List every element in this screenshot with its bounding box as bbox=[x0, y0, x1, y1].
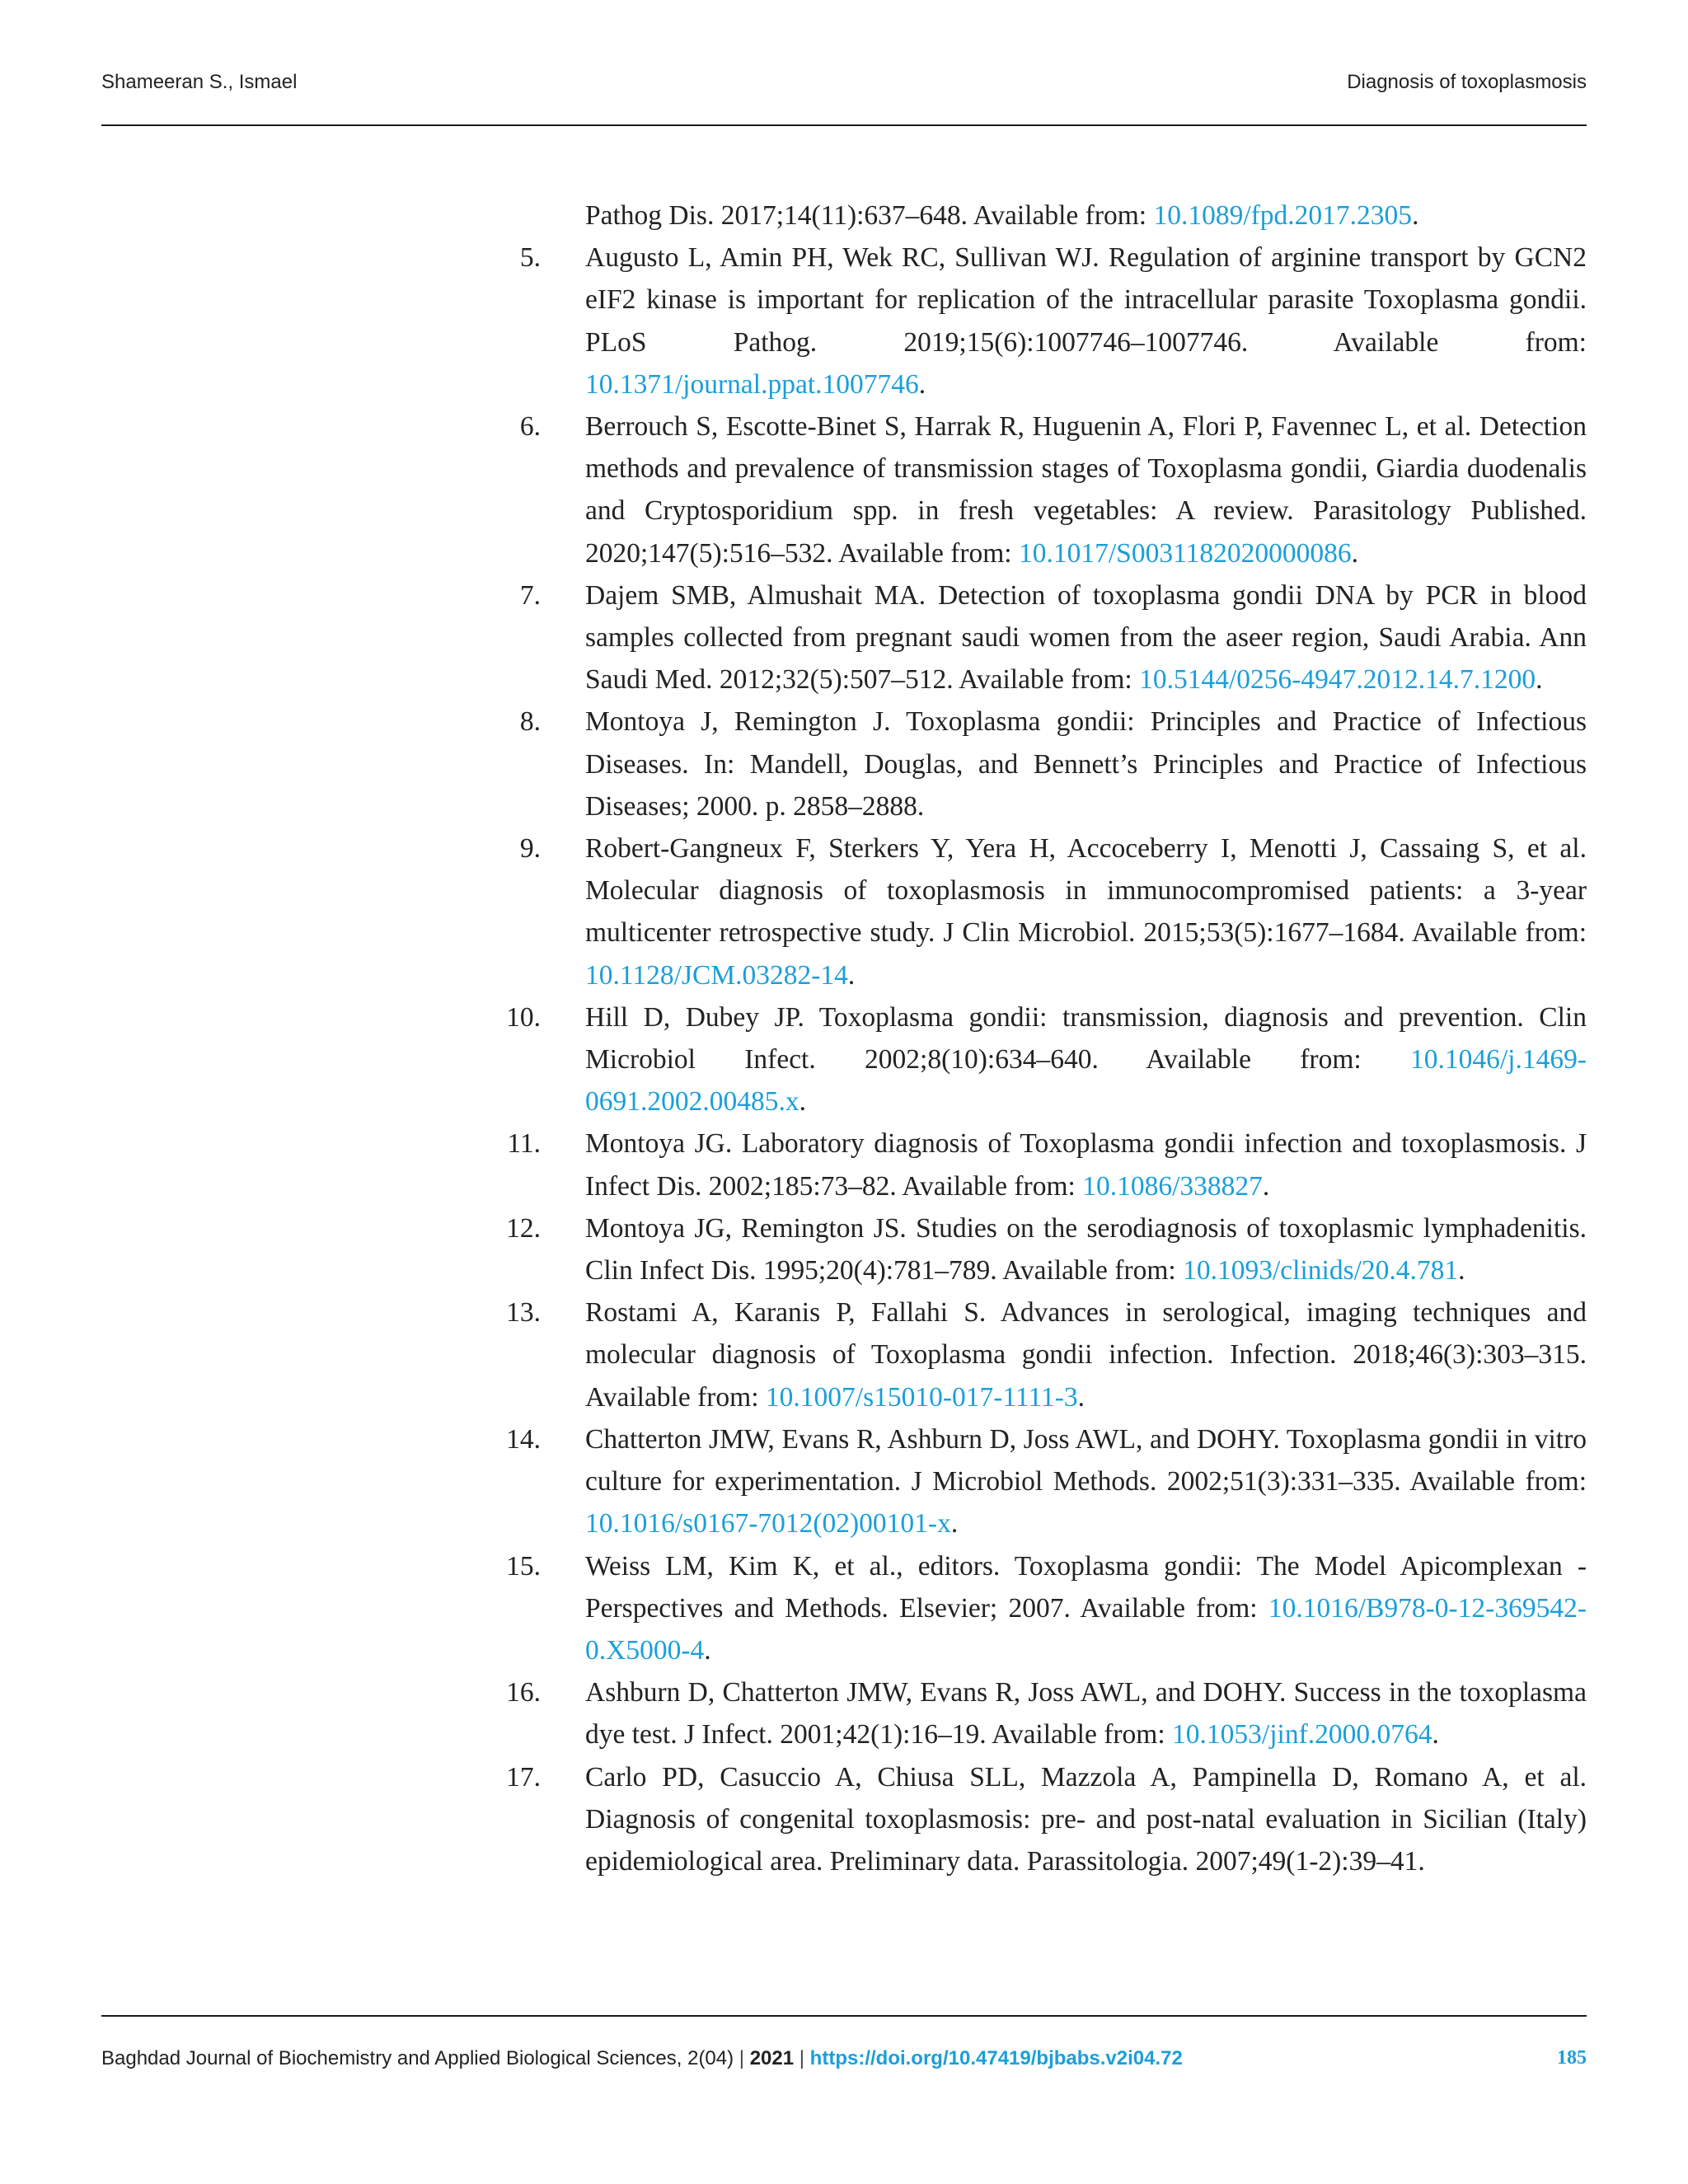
reference-doi-link[interactable]: 10.1089/fpd.2017.2305 bbox=[1153, 200, 1413, 231]
reference-number: 8. bbox=[519, 706, 541, 738]
reference-text: Weiss LM, Kim K, et al., editors. Toxoplasma gondii: The Model Apicomplexan - Perspectives and Methods. Elsevier; 2007. Available from: bbox=[585, 1550, 1587, 1624]
reference-item bbox=[495, 194, 1587, 237]
reference-number: 14. bbox=[506, 1423, 541, 1455]
reference-tail: . bbox=[1458, 1255, 1465, 1286]
reference-item bbox=[495, 701, 1587, 827]
reference-text: Hill D, Dubey JP. Toxoplasma gondii: transmission, diagnosis and prevention. Clin Microbiol Infect. 2002;8(10):634–640. Available from: bbox=[585, 1001, 1587, 1076]
reference-doi-link[interactable]: 10.1016/B978-0-12-369542-0.X5000-4 bbox=[585, 1592, 1587, 1666]
reference-tail: . bbox=[950, 1508, 959, 1540]
reference-doi-link[interactable]: 10.1371/journal.ppat.1007746 bbox=[585, 368, 919, 400]
reference-tail: . bbox=[1351, 537, 1358, 569]
reference-tail: . bbox=[1412, 200, 1419, 231]
reference-item bbox=[495, 574, 1587, 701]
reference-text: Carlo PD, Casuccio A, Chiusa SLL, Mazzola A, Pampinella D, Romano A, et al. Diagnosis of congenital toxoplasmosis: pre- and post-natal evaluation in Sicilian (Italy) epidemiological area. Preliminary data. Parassitologia. 2007;49(1-2):39–41. bbox=[585, 1761, 1587, 1877]
reference-doi-link[interactable]: 10.1007/s15010-017-1111-3 bbox=[765, 1381, 1078, 1413]
reference-doi-link[interactable]: 10.1128/JCM.03282-14 bbox=[585, 959, 848, 991]
reference-doi-link[interactable]: 10.1017/S0031182020000086 bbox=[1019, 537, 1352, 569]
reference-tail: . bbox=[1077, 1381, 1085, 1413]
reference-item bbox=[495, 996, 1587, 1123]
footer-separator: | bbox=[738, 2047, 745, 2069]
footer-rule bbox=[101, 2015, 1587, 2017]
reference-number: 6. bbox=[519, 411, 541, 443]
reference-item bbox=[495, 1122, 1587, 1207]
reference-number: 15. bbox=[506, 1550, 541, 1582]
reference-doi-link[interactable]: 10.1093/clinids/20.4.781 bbox=[1183, 1255, 1459, 1286]
footer-journal: Baghdad Journal of Biochemistry and Applied Biological Sciences, 2(04) bbox=[101, 2047, 734, 2069]
reference-doi-link[interactable]: 10.1053/jinf.2000.0764 bbox=[1172, 1719, 1432, 1750]
reference-doi-link[interactable]: 10.1046/j.1469-0691.2002.00485.x bbox=[585, 1044, 1587, 1118]
reference-item bbox=[495, 1756, 1587, 1883]
reference-number: 16. bbox=[506, 1677, 541, 1708]
running-header bbox=[101, 71, 1587, 96]
footer-year: 2021 bbox=[749, 2047, 795, 2069]
reference-item bbox=[495, 1545, 1587, 1672]
reference-tail: . bbox=[847, 959, 856, 991]
footer-separator: | bbox=[799, 2047, 804, 2069]
reference-number: 7. bbox=[519, 579, 541, 611]
header-rule bbox=[101, 124, 1587, 126]
reference-number: 17. bbox=[506, 1761, 541, 1793]
reference-text: Montoya JG. Laboratory diagnosis of Toxoplasma gondii infection and toxoplasmosis. J Infect Dis. 2002;185:73–82. Available from: bbox=[585, 1128, 1587, 1202]
reference-text: Ashburn D, Chatterton JMW, Evans R, Joss AWL, and DOHY. Success in the toxoplasma dye test. J Infect. 2001;42(1):16–19. Available from: bbox=[585, 1677, 1587, 1750]
header-title: Diagnosis of toxoplasmosis bbox=[1347, 71, 1587, 93]
reference-text: Chatterton JMW, Evans R, Ashburn D, Joss AWL, and DOHY. Toxoplasma gondii in vitro culture for experimentation. J Microbiol Methods. 2002;51(3):331–335. Available from: bbox=[585, 1423, 1587, 1497]
reference-item bbox=[495, 1207, 1587, 1291]
reference-doi-link[interactable]: 10.5144/0256-4947.2012.14.7.1200 bbox=[1139, 664, 1536, 696]
reference-text: Pathog Dis. 2017;14(11):637–648. Available from: bbox=[585, 200, 1154, 231]
reference-tail: . bbox=[1262, 1170, 1270, 1202]
reference-tail: . bbox=[704, 1634, 711, 1666]
reference-number: 10. bbox=[506, 1001, 541, 1033]
reference-tail: . bbox=[1536, 664, 1543, 696]
reference-doi-link[interactable]: 10.1016/s0167-7012(02)00101-x bbox=[585, 1508, 951, 1540]
reference-list bbox=[495, 194, 1587, 1882]
reference-text: Rostami A, Karanis P, Fallahi S. Advances in serological, imaging techniques and molecular diagnosis of Toxoplasma gondii infection. Infection. 2018;46(3):303–315. Available from: bbox=[585, 1297, 1587, 1413]
reference-number: 12. bbox=[506, 1212, 541, 1244]
reference-item bbox=[495, 827, 1587, 996]
reference-number: 13. bbox=[506, 1297, 541, 1329]
reference-number: 5. bbox=[519, 242, 541, 274]
reference-text: Montoya JG, Remington JS. Studies on the serodiagnosis of toxoplasmic lymphadenitis. Clin Infect Dis. 1995;20(4):781–789. Available from: bbox=[585, 1212, 1587, 1286]
reference-text: Montoya J, Remington J. Toxoplasma gondii: Principles and Practice of Infectious Diseases. In: Mandell, Douglas, and Bennett’s Principles and Practice of Infectious Diseases; 2000. p. 2858–2888. bbox=[585, 706, 1587, 822]
reference-text: Dajem SMB, Almushait MA. Detection of toxoplasma gondii DNA by PCR in blood samples collected from pregnant saudi women from the aseer region, Saudi Arabia. Ann Saudi Med. 2012;32(5):507–512. Available from: bbox=[585, 579, 1587, 696]
reference-tail: . bbox=[918, 368, 926, 400]
reference-number: 9. bbox=[519, 833, 541, 865]
page-footer bbox=[101, 2047, 1587, 2074]
reference-tail: . bbox=[1432, 1719, 1439, 1750]
reference-item bbox=[495, 405, 1587, 574]
page-number: 185 bbox=[1557, 2047, 1587, 2069]
reference-number: 11. bbox=[507, 1128, 541, 1160]
reference-text: Berrouch S, Escotte-Binet S, Harrak R, Huguenin A, Flori P, Favennec L, et al. Detection methods and prevalence of transmission stages of Toxoplasma gondii, Giardia duodenalis and Cryptosporidium spp. in fresh vegetables: A review. Parasitology Published. 2020;147(5):516–532. Available from: bbox=[585, 411, 1587, 569]
reference-item bbox=[495, 1418, 1587, 1545]
header-authors: Shameeran S., Ismael bbox=[101, 71, 298, 93]
footer-citation bbox=[101, 2047, 1183, 2070]
footer-doi-link[interactable]: https://doi.org/10.47419/bjbabs.v2i04.72 bbox=[809, 2047, 1183, 2069]
reference-item bbox=[495, 237, 1587, 405]
reference-text: Robert-Gangneux F, Sterkers Y, Yera H, Accoceberry I, Menotti J, Cassaing S, et al. Molecular diagnosis of toxoplasmosis in immunocompromised patients: a 3-year multicenter retrospective study. J Clin Microbiol. 2015;53(5):1677–1684. Available from: bbox=[585, 833, 1587, 949]
reference-item bbox=[495, 1671, 1587, 1755]
reference-item bbox=[495, 1291, 1587, 1418]
reference-tail: . bbox=[799, 1086, 806, 1118]
reference-text: Augusto L, Amin PH, Wek RC, Sullivan WJ. Regulation of arginine transport by GCN2 eIF2 kinase is important for replication of the intracellular parasite Toxoplasma gondii. PLoS Pathog. 2019;15(6):1007746–1007746. Available from: bbox=[585, 242, 1587, 358]
reference-doi-link[interactable]: 10.1086/338827 bbox=[1082, 1170, 1263, 1202]
